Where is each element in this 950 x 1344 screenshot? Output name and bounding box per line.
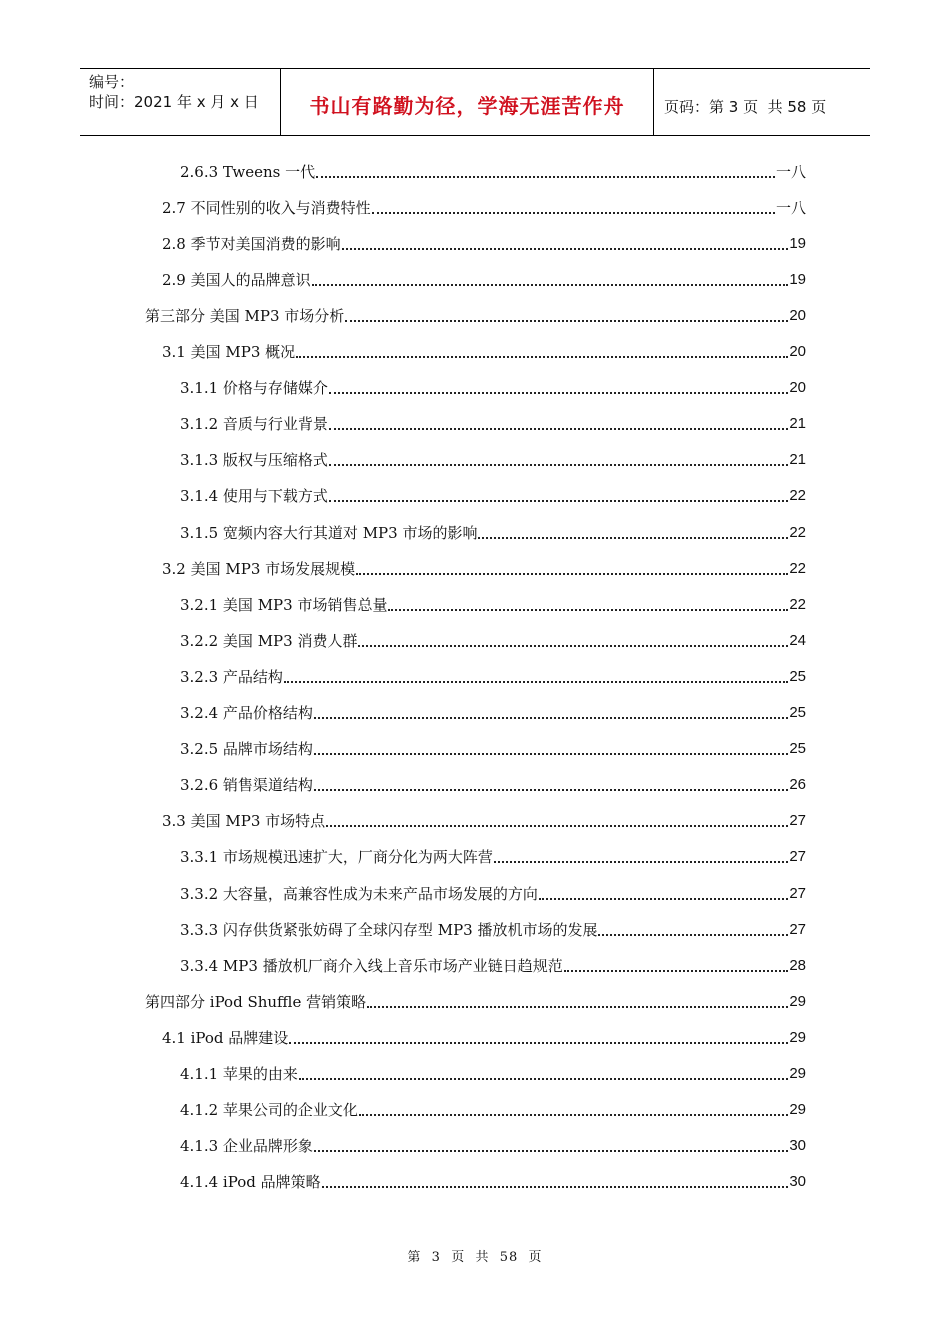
toc-entry-page: 28 [789, 956, 806, 974]
toc-entry-page: 29 [789, 1028, 806, 1046]
toc-entry-title: 3.2.5 品牌市场结构 [180, 740, 313, 759]
toc-entry-page: 29 [789, 1101, 806, 1119]
toc-dot-leader [359, 1113, 788, 1116]
document-date: 时间：2021 年 x 月 x 日 [89, 93, 259, 111]
toc-entry[interactable] [180, 911, 806, 947]
toc-dot-leader [289, 1041, 788, 1044]
toc-entry[interactable] [180, 839, 806, 875]
toc-dot-leader [314, 1149, 788, 1152]
toc-entry[interactable] [180, 658, 806, 694]
toc-entry[interactable] [180, 695, 806, 731]
toc-entry[interactable] [180, 478, 806, 514]
toc-dot-leader [329, 427, 788, 430]
toc-entry-page: 25 [789, 704, 806, 721]
toc-dot-leader [367, 1005, 788, 1008]
header-page-info-text: 页码：第 3 页 共 58 页 [664, 97, 827, 116]
toc-dot-leader [329, 499, 788, 502]
toc-entry-page: 一八 [775, 162, 806, 181]
toc-entry[interactable] [180, 1056, 806, 1092]
toc-entry-title: 第三部分 美国 MP3 市场分析 [145, 306, 345, 325]
toc-entry-title: 3.2.3 产品结构 [180, 667, 283, 686]
toc-dot-leader [314, 716, 788, 719]
toc-dot-leader [598, 933, 788, 936]
toc-entry-page: 19 [789, 234, 806, 252]
toc-entry-title: 3.1.1 价格与存储媒介 [180, 379, 328, 398]
toc-entry[interactable] [180, 370, 806, 406]
toc-entry-page: 29 [789, 992, 806, 1010]
toc-entry-title: 第四部分 iPod Shuffle 营销策略 [145, 992, 367, 1011]
toc-entry[interactable] [180, 875, 806, 911]
toc-entry-title: 4.1.1 苹果的由来 [180, 1065, 298, 1083]
toc-entry[interactable] [180, 767, 806, 803]
toc-dot-leader [345, 319, 788, 322]
toc-entry[interactable] [180, 514, 806, 550]
toc-entry-page: 22 [789, 559, 806, 577]
toc-dot-leader [296, 355, 788, 358]
toc-dot-leader [312, 283, 789, 286]
toc-entry[interactable] [180, 153, 806, 189]
toc-dot-leader [322, 1185, 789, 1188]
toc-dot-leader [329, 463, 788, 466]
toc-entry-title: 3.1.2 音质与行业背景 [180, 415, 328, 434]
toc-entry[interactable] [180, 731, 806, 767]
toc-entry[interactable] [180, 442, 806, 478]
toc-entry-title: 3.3.2 大容量，高兼容性成为未来产品市场发展的方向 [180, 884, 538, 903]
toc-dot-leader [494, 860, 788, 863]
toc-dot-leader [564, 969, 789, 972]
toc-entry-page: 26 [789, 776, 806, 794]
toc-entry-title: 3.3.3 闪存供货紧张妨碍了全球闪存型 MP3 播放机市场的发展 [180, 920, 598, 939]
toc-dot-leader [358, 644, 788, 647]
toc-dot-leader [314, 752, 788, 755]
toc-dot-leader [314, 788, 788, 791]
toc-entry-page: 25 [789, 740, 806, 758]
toc-entry-title: 2.6.3 Tweens 一代 [180, 162, 316, 181]
toc-entry-title: 4.1.4 iPod 品牌策略 [180, 1173, 321, 1192]
toc-entry-page: 27 [789, 920, 806, 938]
toc-dot-leader [316, 175, 775, 178]
toc-entry-title: 3.3.1 市场规模迅速扩大，厂商分化为两大阵营 [180, 848, 493, 867]
toc-entry[interactable] [180, 622, 806, 658]
toc-dot-leader [478, 536, 788, 539]
toc-entry-page: 27 [789, 812, 806, 830]
toc-entry[interactable] [180, 1128, 806, 1164]
toc-entry[interactable] [180, 947, 806, 983]
toc-dot-leader [329, 391, 788, 394]
toc-entry[interactable] [180, 1164, 806, 1200]
toc-dot-leader [299, 1077, 788, 1080]
toc-entry-page: 20 [789, 343, 806, 360]
toc-entry-page: 21 [789, 415, 806, 433]
toc-entry-title: 4.1.3 企业品牌形象 [180, 1137, 313, 1156]
toc-entry[interactable] [162, 334, 806, 370]
footer-page-number: 第 3 页 共 58 页 [407, 1250, 543, 1265]
toc-dot-leader [356, 572, 788, 575]
toc-dot-leader [372, 211, 775, 214]
toc-entry[interactable] [180, 586, 806, 622]
toc-entry[interactable] [162, 225, 806, 261]
toc-entry[interactable] [180, 406, 806, 442]
toc-entry[interactable] [162, 550, 806, 586]
toc-entry[interactable] [162, 189, 806, 225]
toc-entry-page: 21 [789, 451, 806, 469]
toc-entry-page: 19 [789, 270, 806, 288]
toc-dot-leader [539, 897, 788, 900]
header-meta [80, 69, 281, 135]
toc-entry-title: 3.2.2 美国 MP3 消费人群 [180, 631, 358, 650]
toc-entry-page: 一八 [775, 198, 806, 217]
toc-entry-page: 22 [789, 487, 806, 505]
toc-dot-leader [326, 824, 788, 827]
toc-entry-title: 3.2 美国 MP3 市场发展规模 [162, 559, 356, 578]
toc-dot-leader [388, 608, 788, 611]
toc-entry-page: 20 [789, 306, 806, 324]
toc-entry-page: 22 [789, 595, 806, 613]
toc-entry-title: 3.2.6 销售渠道结构 [180, 776, 313, 795]
page-header [80, 68, 870, 136]
toc-dot-leader [284, 680, 788, 683]
page-footer [0, 1246, 950, 1265]
toc-entry-page: 25 [789, 667, 806, 685]
toc-entry-title: 3.3 美国 MP3 市场特点 [162, 812, 326, 831]
toc-entry-title: 3.1.4 使用与下载方式 [180, 487, 328, 506]
toc-entry-title: 4.1.2 苹果公司的企业文化 [180, 1101, 358, 1120]
toc-entry-title: 3.1.5 宽频内容大行其道对 MP3 市场的影响 [180, 523, 478, 542]
toc-entry-title: 2.9 美国人的品牌意识 [162, 270, 311, 289]
toc-dot-leader [342, 247, 789, 250]
toc-entry-page: 29 [789, 1065, 806, 1082]
toc-entry-title: 3.3.4 MP3 播放机厂商介入线上音乐市场产业链日趋规范 [180, 956, 563, 975]
toc-entry-title: 3.1.3 版权与压缩格式 [180, 451, 328, 470]
toc-entry-page: 20 [789, 379, 806, 397]
toc-entry-page: 27 [789, 884, 806, 902]
toc-entry-page: 27 [789, 848, 806, 866]
toc-entry-title: 3.2.1 美国 MP3 市场销售总量 [180, 595, 388, 614]
toc-entry[interactable] [180, 1092, 806, 1128]
toc-entry-page: 24 [789, 631, 806, 649]
toc-entry[interactable] [145, 297, 806, 333]
document-number-label: 编号： [89, 73, 135, 91]
toc-entry[interactable] [162, 1019, 806, 1055]
toc-entry-page: 30 [789, 1137, 806, 1155]
toc-entry-title: 2.7 不同性别的收入与消费特性 [162, 198, 371, 217]
toc-entry-page: 30 [789, 1173, 806, 1191]
toc-entry-page: 22 [789, 523, 806, 541]
toc-entry-title: 3.2.4 产品价格结构 [180, 704, 313, 722]
toc-entry[interactable] [145, 983, 806, 1019]
toc-entry[interactable] [162, 803, 806, 839]
toc-entry[interactable] [162, 261, 806, 297]
header-motto: 书山有路勤为径，学海无涯苦作舟 [281, 69, 654, 135]
toc-entry-title: 3.1 美国 MP3 概况 [162, 343, 296, 361]
header-page-info [654, 69, 870, 139]
toc-entry-title: 4.1 iPod 品牌建设 [162, 1028, 289, 1047]
toc-entry-title: 2.8 季节对美国消费的影响 [162, 234, 341, 253]
